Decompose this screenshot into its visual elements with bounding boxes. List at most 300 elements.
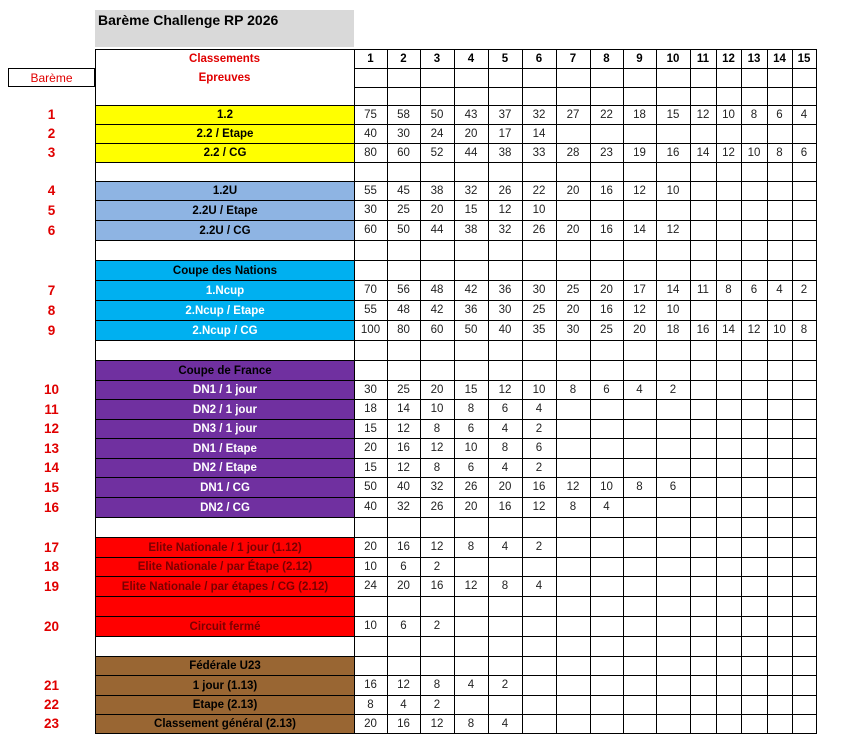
- grid-cell: [716, 200, 742, 221]
- points-value: 18: [666, 324, 680, 336]
- grid-cell: [556, 517, 591, 538]
- grid-cell: [522, 675, 557, 696]
- bareme-number: 11: [44, 401, 59, 417]
- points-value: 12: [498, 204, 512, 216]
- grid-cell: [488, 557, 523, 577]
- grid-cell: [767, 162, 793, 182]
- grid-cell: [716, 181, 742, 201]
- grid-cell: [716, 576, 742, 597]
- points-value: 6: [400, 620, 407, 632]
- grid-cell: [690, 517, 717, 538]
- grid-cell: [656, 438, 691, 459]
- points-value: 80: [364, 146, 377, 159]
- points-value: 55: [364, 184, 377, 197]
- grid-cell: [420, 596, 455, 617]
- points-value: 8: [776, 146, 783, 159]
- epreuve-label: Classement général (2.13): [95, 714, 355, 734]
- grid-cell: [623, 438, 657, 459]
- bareme-number: 18: [43, 559, 60, 574]
- grid-cell: [623, 517, 657, 538]
- points-value: 32: [430, 481, 444, 493]
- grid-cell: [792, 162, 817, 182]
- grid-cell: [741, 636, 768, 657]
- grid-cell: [387, 656, 421, 676]
- grid-cell: [454, 162, 489, 182]
- grid-cell: [522, 340, 557, 361]
- grid-cell: [690, 360, 717, 381]
- grid-cell: [522, 636, 557, 657]
- grid-cell: [767, 300, 793, 321]
- grid-cell: [792, 695, 817, 715]
- grid-cell: [690, 438, 717, 459]
- grid-cell: [767, 675, 793, 696]
- points-value: 10: [666, 184, 680, 197]
- points-value: 10: [430, 403, 444, 415]
- column-header-11: 11: [696, 52, 710, 65]
- epreuve-label: DN2 / Etape: [95, 458, 355, 478]
- grid-cell: [767, 399, 793, 420]
- grid-cell: [387, 340, 421, 361]
- grid-cell: [656, 124, 691, 144]
- grid-cell: [556, 537, 591, 558]
- grid-cell: [690, 380, 717, 400]
- grid-cell: [792, 68, 817, 88]
- points-value: 50: [397, 224, 410, 236]
- points-value: 17: [498, 127, 512, 140]
- grid-cell: [590, 260, 624, 281]
- grid-cell: [354, 162, 388, 182]
- points-value: 12: [722, 146, 735, 159]
- points-value: 50: [430, 108, 444, 121]
- grid-cell: [716, 596, 742, 617]
- points-value: 12: [633, 304, 646, 316]
- grid-cell: [522, 695, 557, 715]
- grid-cell: [488, 162, 523, 182]
- grid-cell: [792, 458, 817, 478]
- points-value: 60: [397, 146, 410, 159]
- points-value: 12: [397, 679, 410, 691]
- points-value: 4: [603, 501, 610, 513]
- grid-cell: [590, 68, 624, 88]
- grid-cell: [792, 438, 817, 459]
- grid-cell: [741, 360, 768, 381]
- grid-cell: [656, 656, 691, 676]
- points-value: 19: [633, 146, 646, 159]
- points-value: 8: [569, 383, 577, 396]
- grid-cell: [454, 656, 489, 676]
- group-header-cell: Fédérale U23: [95, 656, 355, 676]
- grid-cell: [590, 458, 624, 478]
- points-value: 6: [467, 422, 475, 435]
- grid-cell: [767, 497, 793, 518]
- points-value: 4: [400, 698, 407, 711]
- points-value: 40: [364, 501, 377, 513]
- points-value: 14: [696, 146, 710, 159]
- points-value: 8: [501, 442, 509, 454]
- points-value: 4: [501, 461, 509, 474]
- grid-cell: [623, 576, 657, 597]
- points-value: 6: [750, 284, 758, 296]
- grid-cell: [741, 616, 768, 637]
- bareme-number: 20: [43, 618, 60, 634]
- grid-cell: [690, 399, 717, 420]
- grid-cell: [767, 340, 793, 361]
- points-value: 12: [566, 481, 580, 493]
- points-value: 20: [397, 580, 410, 592]
- epreuve-label: 1.2U: [95, 181, 355, 201]
- points-value: 12: [696, 108, 710, 121]
- points-value: 2: [535, 541, 543, 553]
- points-value: 48: [430, 284, 444, 296]
- grid-cell: [656, 419, 691, 439]
- points-value: 14: [532, 127, 546, 140]
- bareme-number: 8: [47, 302, 56, 318]
- points-value: 2: [433, 698, 441, 711]
- grid-cell: [623, 537, 657, 558]
- grid-cell: [623, 360, 657, 381]
- points-value: 32: [532, 108, 546, 121]
- grid-cell: [354, 517, 388, 538]
- grid-cell: [690, 181, 717, 201]
- points-value: 45: [397, 184, 410, 197]
- grid-cell: [690, 300, 717, 321]
- grid-cell: [454, 360, 489, 381]
- points-value: 10: [747, 146, 761, 159]
- points-value: 8: [636, 481, 643, 493]
- grid-cell: [716, 300, 742, 321]
- points-value: 16: [397, 541, 410, 553]
- grid-cell: [741, 220, 768, 241]
- grid-cell: [354, 360, 388, 381]
- epreuve-label: 2.2U / Etape: [95, 200, 355, 221]
- grid-cell: [454, 596, 489, 617]
- grid-cell: [454, 68, 489, 88]
- points-value: 10: [666, 304, 680, 316]
- column-header-14: 14: [773, 52, 786, 65]
- grid-cell: [792, 616, 817, 637]
- grid-cell: [387, 517, 421, 538]
- grid-cell: [792, 399, 817, 420]
- grid-cell: [623, 636, 657, 657]
- grid-cell: [454, 636, 489, 657]
- points-value: 15: [364, 461, 377, 474]
- grid-cell: [556, 124, 591, 144]
- grid-cell: [590, 675, 624, 696]
- column-header-7: 7: [569, 52, 577, 65]
- grid-cell: [690, 636, 717, 657]
- grid-cell: [716, 124, 742, 144]
- epreuve-label: 1.2: [95, 105, 355, 125]
- grid-cell: [590, 200, 624, 221]
- grid-cell: [623, 200, 657, 221]
- grid-cell: [556, 458, 591, 478]
- points-value: 17: [633, 284, 646, 296]
- grid-cell: [656, 596, 691, 617]
- points-value: 11: [697, 284, 709, 296]
- grid-cell: [716, 557, 742, 577]
- points-value: 15: [666, 108, 680, 121]
- points-value: 4: [501, 717, 509, 730]
- points-value: 60: [364, 224, 377, 236]
- points-value: 10: [364, 560, 377, 573]
- grid-cell: [716, 399, 742, 420]
- grid-cell: [590, 695, 624, 715]
- bareme-number: 5: [47, 202, 56, 218]
- grid-cell: [741, 576, 768, 597]
- points-value: 6: [535, 442, 543, 454]
- grid-cell: [656, 616, 691, 637]
- grid-cell: [656, 87, 691, 106]
- grid-cell: [623, 240, 657, 261]
- grid-cell: [556, 675, 591, 696]
- points-value: 12: [498, 383, 512, 396]
- grid-cell: [488, 517, 523, 538]
- points-value: 2: [433, 620, 441, 632]
- grid-cell: [454, 240, 489, 261]
- grid-cell: [656, 360, 691, 381]
- grid-cell: [656, 497, 691, 518]
- grid-cell: [556, 419, 591, 439]
- bareme-number: 21: [43, 677, 60, 693]
- grid-cell: [590, 162, 624, 182]
- grid-cell: [420, 517, 455, 538]
- grid-cell: [741, 537, 768, 558]
- grid-cell: [792, 636, 817, 657]
- grid-cell: [741, 438, 768, 459]
- points-value: 70: [364, 284, 377, 296]
- grid-cell: [522, 162, 557, 182]
- grid-cell: [590, 87, 624, 106]
- grid-cell: [741, 200, 768, 221]
- grid-cell: [590, 636, 624, 657]
- grid-cell: [716, 220, 742, 241]
- points-value: 6: [603, 383, 610, 396]
- points-value: 32: [397, 501, 410, 513]
- bareme-number: 6: [47, 222, 56, 238]
- grid-cell: [556, 596, 591, 617]
- epreuve-label: Etape (2.13): [95, 695, 355, 715]
- grid-cell: [420, 162, 455, 182]
- grid-cell: [623, 260, 657, 281]
- grid-cell: [556, 695, 591, 715]
- points-value: 56: [397, 284, 410, 296]
- grid-cell: [767, 438, 793, 459]
- grid-cell: [716, 340, 742, 361]
- points-value: 15: [364, 422, 377, 435]
- grid-cell: [716, 675, 742, 696]
- grid-cell: [792, 537, 817, 558]
- points-value: 26: [464, 481, 478, 493]
- points-value: 55: [364, 304, 377, 316]
- points-value: 8: [433, 461, 441, 474]
- grid-cell: [792, 300, 817, 321]
- points-value: 2: [535, 461, 543, 474]
- points-value: 37: [498, 108, 512, 121]
- bareme-number: 7: [47, 282, 56, 298]
- points-value: 2: [433, 560, 441, 573]
- points-value: 20: [600, 284, 613, 296]
- grid-cell: [623, 497, 657, 518]
- grid-cell: [623, 458, 657, 478]
- grid-cell: [716, 616, 742, 637]
- points-value: 4: [776, 284, 783, 296]
- grid-cell: [354, 240, 388, 261]
- points-value: 12: [430, 717, 444, 730]
- points-value: 8: [800, 324, 808, 336]
- grid-cell: [387, 87, 421, 106]
- grid-cell: [716, 477, 742, 498]
- points-value: 16: [600, 224, 613, 236]
- column-header-5: 5: [501, 52, 509, 65]
- points-value: 14: [633, 224, 646, 236]
- points-value: 12: [666, 224, 680, 236]
- points-value: 2: [535, 422, 543, 435]
- grid-cell: [454, 340, 489, 361]
- grid-cell: [690, 162, 717, 182]
- grid-cell: [590, 340, 624, 361]
- grid-cell: [488, 68, 523, 88]
- grid-cell: [792, 87, 817, 106]
- grid-cell: [623, 656, 657, 676]
- group-header-cell: Coupe de France: [95, 360, 355, 381]
- grid-cell: [767, 477, 793, 498]
- grid-cell: [387, 240, 421, 261]
- grid-cell: [556, 87, 591, 106]
- column-header-4: 4: [467, 52, 475, 65]
- grid-cell: [420, 636, 455, 657]
- bareme-number: 22: [43, 697, 60, 712]
- grid-cell: [420, 68, 455, 88]
- grid-cell: [767, 200, 793, 221]
- points-value: 30: [532, 284, 546, 296]
- bareme-number: 4: [47, 183, 56, 198]
- epreuve-label: 2.Ncup / CG: [95, 320, 355, 341]
- grid-cell: [767, 537, 793, 558]
- grid-cell: [741, 458, 768, 478]
- group-header-cell: [95, 596, 355, 617]
- grid-cell: [690, 557, 717, 577]
- points-value: 38: [430, 184, 444, 197]
- grid-cell: [590, 656, 624, 676]
- grid-cell: [741, 340, 768, 361]
- grid-cell: [741, 240, 768, 261]
- grid-cell: [556, 200, 591, 221]
- grid-cell: [522, 240, 557, 261]
- points-value: 30: [364, 383, 377, 396]
- points-value: 8: [750, 108, 758, 121]
- points-value: 2: [501, 679, 509, 691]
- grid-cell: [792, 714, 817, 734]
- points-value: 44: [464, 146, 478, 159]
- grid-cell: [792, 360, 817, 381]
- grid-cell: [656, 200, 691, 221]
- grid-cell: [623, 162, 657, 182]
- grid-cell: [767, 714, 793, 734]
- grid-cell: [716, 537, 742, 558]
- points-value: 10: [773, 324, 786, 336]
- epreuve-label: Circuit fermé: [95, 616, 355, 637]
- grid-cell: [454, 260, 489, 281]
- grid-cell: [590, 714, 624, 734]
- grid-cell: [741, 399, 768, 420]
- grid-cell: [556, 340, 591, 361]
- points-value: 12: [430, 442, 444, 454]
- grid-cell: [690, 68, 717, 88]
- grid-cell: [716, 87, 742, 106]
- grid-cell: [488, 656, 523, 676]
- points-value: 8: [467, 717, 475, 730]
- column-header-1: 1: [367, 52, 374, 65]
- grid-cell: [716, 360, 742, 381]
- grid-cell: [488, 596, 523, 617]
- points-value: 22: [532, 184, 546, 197]
- grid-cell: [741, 124, 768, 144]
- grid-cell: [690, 260, 717, 281]
- points-value: 40: [397, 481, 410, 493]
- points-value: 50: [464, 324, 478, 336]
- grid-cell: [792, 517, 817, 538]
- bareme-number: 10: [43, 382, 60, 397]
- points-value: 12: [747, 324, 761, 336]
- grid-cell: [792, 557, 817, 577]
- points-value: 75: [364, 108, 377, 121]
- points-value: 16: [696, 324, 710, 336]
- grid-cell: [556, 360, 591, 381]
- grid-cell: [767, 68, 793, 88]
- grid-cell: [716, 260, 742, 281]
- bareme-number: 2: [47, 126, 56, 141]
- grid-cell: [556, 714, 591, 734]
- grid-cell: [590, 517, 624, 538]
- grid-cell: [690, 240, 717, 261]
- grid-cell: [767, 458, 793, 478]
- grid-cell: [354, 656, 388, 676]
- points-value: 26: [498, 184, 512, 197]
- grid-cell: [656, 675, 691, 696]
- grid-cell: [556, 240, 591, 261]
- grid-cell: [387, 260, 421, 281]
- points-value: 60: [430, 324, 444, 336]
- points-value: 50: [364, 481, 377, 493]
- grid-cell: [556, 438, 591, 459]
- grid-cell: [656, 695, 691, 715]
- bareme-number: 19: [43, 578, 60, 594]
- bareme-header: Barème: [8, 68, 95, 87]
- points-value: 25: [397, 204, 410, 216]
- grid-cell: [590, 596, 624, 617]
- bareme-number: 13: [43, 440, 60, 456]
- grid-cell: [690, 340, 717, 361]
- grid-cell: [488, 360, 523, 381]
- epreuve-label: DN2 / CG: [95, 497, 355, 518]
- points-value: 30: [498, 304, 512, 316]
- points-value: 20: [364, 442, 377, 454]
- grid-cell: [741, 695, 768, 715]
- grid-cell: [767, 360, 793, 381]
- column-header-12: 12: [722, 52, 735, 65]
- points-value: 25: [532, 304, 546, 316]
- epreuve-label: DN1 / Etape: [95, 438, 355, 459]
- points-value: 30: [397, 127, 410, 140]
- points-value: 4: [535, 403, 543, 415]
- grid-cell: [656, 240, 691, 261]
- grid-cell: [488, 260, 523, 281]
- grid-cell: [741, 517, 768, 538]
- grid-cell: [741, 162, 768, 182]
- grid-cell: [792, 240, 817, 261]
- grid-cell: [792, 260, 817, 281]
- grid-cell: [387, 162, 421, 182]
